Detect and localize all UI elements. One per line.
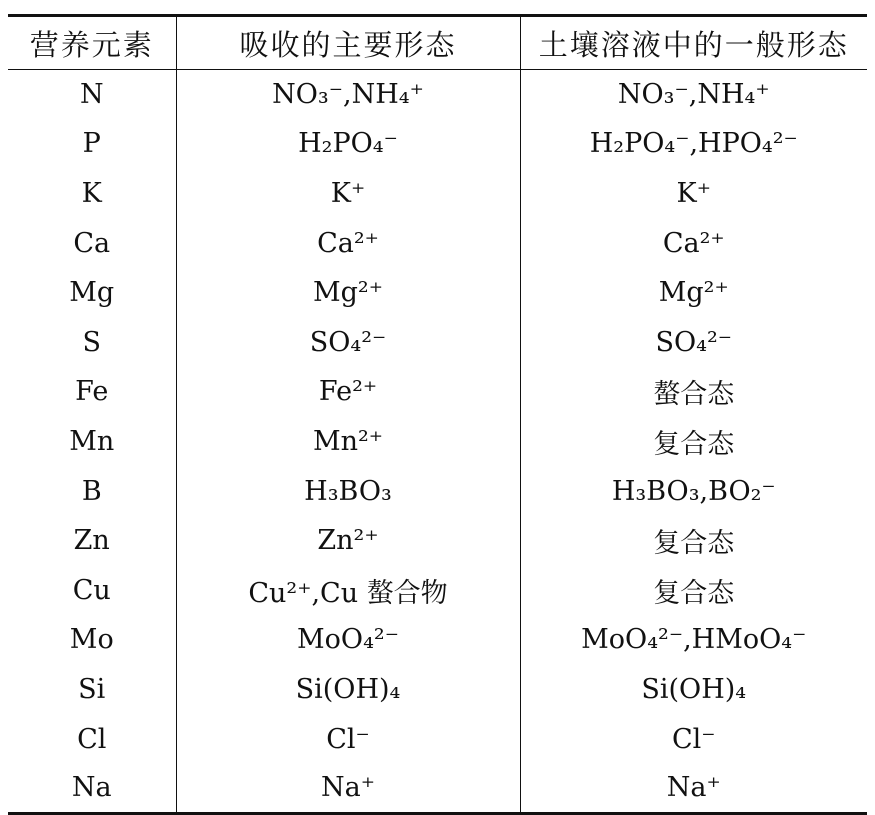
cell-element: S: [82, 326, 101, 358]
table-row: [8, 218, 867, 268]
cell-element: Mn: [69, 425, 115, 457]
cell-absorption-form: MoO₄²⁻: [176, 615, 520, 665]
cell-soil-form: Na⁺: [520, 764, 867, 814]
cell-absorption-form: Cl⁻: [176, 714, 520, 764]
cell-element: K: [81, 177, 102, 209]
cell-absorption-form: H₃BO₃: [176, 466, 520, 516]
cell-element: Na: [8, 764, 176, 814]
cell-soil-form: K⁺: [520, 169, 867, 219]
table-row: [8, 665, 867, 715]
cell-soil-form: Ca²⁺: [520, 218, 867, 268]
cell-soil-form: SO₄²⁻: [520, 317, 867, 367]
cell-absorption-form: Mn²⁺: [176, 417, 520, 467]
cell-absorption-form: Na⁺: [176, 764, 520, 814]
table-row: [8, 119, 867, 169]
table-row: [8, 466, 867, 516]
table-row: [8, 70, 867, 120]
cell-absorption-form: NO₃⁻,NH₄⁺: [176, 70, 520, 120]
cell-absorption-form: H₂PO₄⁻: [176, 119, 520, 169]
nutrient-forms-table: [8, 14, 867, 815]
cell-element: Mo: [69, 624, 114, 656]
cell-absorption-form: Si(OH)₄: [176, 665, 520, 715]
cell-element: Mg: [69, 277, 115, 309]
cell-soil-form: Si(OH)₄: [520, 665, 867, 715]
cell-soil-form: 复合态: [520, 417, 867, 467]
cell-element: B: [81, 475, 102, 507]
cell-soil-form: 复合态: [520, 565, 867, 615]
cell-absorption-form: Cu²⁺,Cu 螯合物: [176, 565, 520, 615]
cell-absorption-form: K⁺: [176, 169, 520, 219]
cell-element: Zn: [73, 525, 110, 557]
cell-soil-form: 螯合态: [520, 367, 867, 417]
cell-soil-form: MoO₄²⁻,HMoO₄⁻: [520, 615, 867, 665]
header-nutrient-element: 营养元素: [8, 16, 176, 70]
cell-absorption-form: Mg²⁺: [176, 268, 520, 318]
cell-absorption-form: Zn²⁺: [176, 516, 520, 566]
cell-element: N: [79, 79, 104, 111]
cell-soil-form: 复合态: [520, 516, 867, 566]
table-body: [8, 70, 867, 814]
cell-element: Ca: [73, 227, 111, 259]
table-row: [8, 169, 867, 219]
table-row: [8, 367, 867, 417]
table-row: [8, 417, 867, 467]
table-row: [8, 516, 867, 566]
cell-absorption-form: Fe²⁺: [176, 367, 520, 417]
cell-absorption-form: Ca²⁺: [176, 218, 520, 268]
table-header: [8, 16, 867, 70]
cell-element: Si: [78, 673, 106, 705]
table-row: [8, 268, 867, 318]
cell-element: P: [82, 128, 101, 160]
header-soil-solution-form: 土壤溶液中的一般形态: [520, 16, 867, 70]
cell-absorption-form: SO₄²⁻: [176, 317, 520, 367]
cell-soil-form: H₃BO₃,BO₂⁻: [520, 466, 867, 516]
cell-soil-form: NO₃⁻,NH₄⁺: [520, 70, 867, 120]
cell-soil-form: Cl⁻: [520, 714, 867, 764]
table-row: [8, 714, 867, 764]
table-row: [8, 615, 867, 665]
table-row: [8, 565, 867, 615]
header-row: [8, 16, 867, 70]
table-row: [8, 317, 867, 367]
nutrient-forms-table-container: [8, 14, 867, 815]
cell-element: Cl: [77, 723, 107, 755]
cell-element: Cu: [72, 574, 111, 606]
table-row: [8, 764, 867, 814]
header-main-absorption-form: 吸收的主要形态: [176, 16, 520, 70]
cell-element: Fe: [75, 376, 109, 408]
cell-soil-form: H₂PO₄⁻,HPO₄²⁻: [520, 119, 867, 169]
cell-soil-form: Mg²⁺: [520, 268, 867, 318]
